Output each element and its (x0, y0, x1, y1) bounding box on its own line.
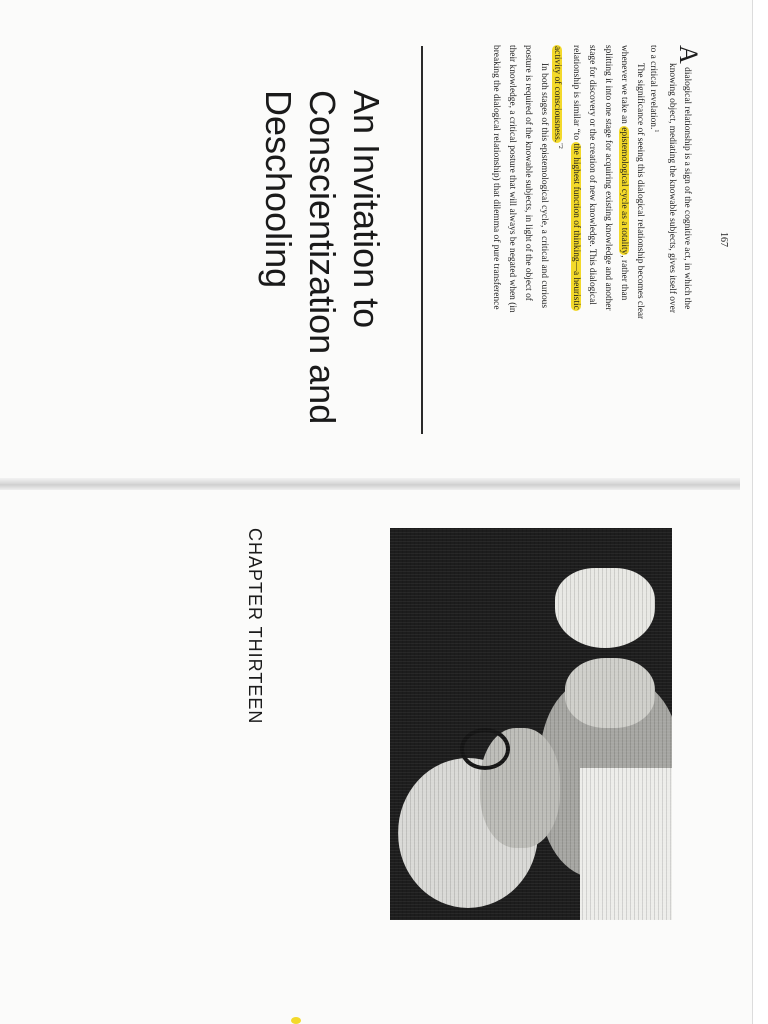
footnote-marker: 1 (653, 129, 659, 133)
text-line: relationship is similar “to the highest function of thinking—a heuristic (571, 45, 581, 310)
highlighted-text: activity of consciousness. (552, 46, 562, 143)
highlighted-text: epistemological cycle as a totality (619, 127, 629, 255)
chapter-title-line-3: Deschooling (258, 90, 299, 289)
page-edge (752, 0, 768, 1024)
author-photo (390, 528, 672, 920)
chapter-title (256, 90, 388, 490)
page-number: 167 (718, 232, 729, 247)
highlight-mark (291, 1017, 301, 1024)
body-text (488, 45, 703, 450)
footnote-marker: ”2 (557, 143, 563, 149)
highlighted-text: the highest function of thinking—a heuristic (571, 143, 581, 310)
text-line: The significance of seeing this dialogical relationship becomes clear (635, 63, 645, 320)
chapter-label: CHAPTER THIRTEEN (245, 528, 265, 725)
text-line: A dialogical relationship is a sign of the cognitive act, in which the (674, 45, 703, 310)
text-line: knowing object, mediating the knowable subjects, gives itself over (667, 63, 677, 313)
text-line: breaking the dialogical relationship) that dilemma of pure transference (491, 45, 501, 310)
chapter-title-line-2: Conscientization and (302, 90, 343, 425)
text-line: their knowledge, a critical posture that will always be negated when (in (507, 45, 517, 313)
title-rule (421, 46, 423, 434)
chapter-title-line-1: An Invitation to (346, 90, 387, 329)
text-line: In both stages of this epistemological cycle, a critical and curious (539, 63, 549, 308)
text-line: posture is required of the knowable subjects, in light of the object of (523, 45, 533, 301)
text-line: to a critical revelation.$^1$ (648, 45, 659, 133)
photo-grain (390, 528, 672, 920)
text-line (552, 45, 568, 450)
drop-cap: A (674, 45, 703, 64)
text-line: splitting it into one stage for acquiring existing knowledge and another (603, 45, 613, 311)
text-line: stage for discovery or the creation of new knowledge. This dialogical (587, 45, 597, 305)
text-line: whenever we take an epistemological cycle as a totality, rather than (619, 45, 629, 301)
